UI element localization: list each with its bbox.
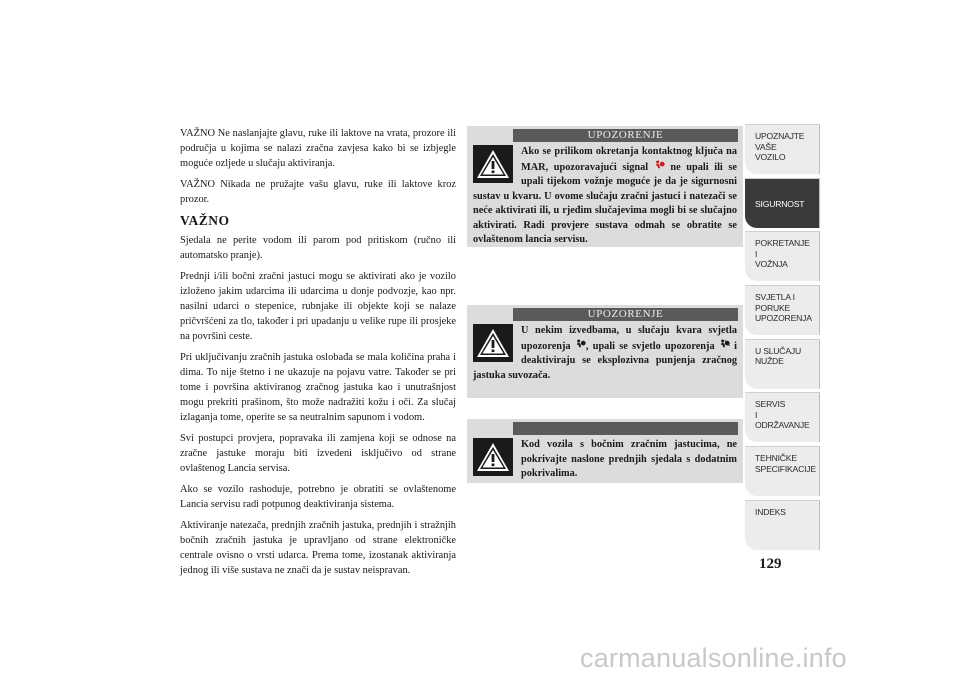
paragraph: Svi postupci provjera, popravaka ili zamjena koji se odnose na zračne jastuke moraju biti izvedeni isključivo od strane ovlaštenog Lancia servisa. bbox=[180, 433, 456, 474]
tab-pokretanje-i-voznja[interactable]: POKRETANJE I VOŽNJA bbox=[745, 231, 820, 281]
warning-box-2 bbox=[467, 305, 743, 398]
tab-indeks[interactable]: INDEKS bbox=[745, 500, 820, 550]
paragraph: Pri uključivanju zračnih jastuka oslobađa se mala količina praha i dima. To nije štetno i ne ukazuje na pojavu vatre. Također se pri tome i površina aktiviranog zračnog jastuka kao i unutrašnjost mogu prekriti prašinom, što može nadražiti kožu i oči. Za slučaj izlaganja tome, operite se sa neutralnim sapunom i vodom. bbox=[180, 352, 456, 423]
warning-title bbox=[513, 422, 738, 435]
warning-triangle-icon bbox=[473, 438, 513, 476]
paragraph: Prednji i/ili bočni zračni jastuci mogu se aktivirati ako je vozilo izloženo jakim udarcima ili udarcima u donje podvozje, kao npr. nasilni udarci o stepenice, rubnjake ili objekte koji se nalaze pričvršćeni za tlo, također i pri upadanju u velike rupe ili prosjeke na površini ceste. bbox=[180, 271, 456, 342]
warning-title: UPOZORENJE bbox=[513, 308, 738, 321]
tab-upoznajte-vase-vozilo[interactable]: UPOZNAJTE VAŠE VOZILO bbox=[745, 124, 820, 174]
tab-svjetla-i-poruke[interactable]: SVJETLA I PORUKE UPOZORENJA bbox=[745, 285, 820, 335]
tab-servis-i-odrzavanje[interactable]: SERVIS I ODRŽAVANJE bbox=[745, 392, 820, 442]
tab-tehnicke-specifikacije[interactable]: TEHNIČKE SPECIFIKACIJE bbox=[745, 446, 820, 496]
warning-text: Kod vozila s bočnim zračnim jastucima, ne pokrivajte naslone prednjih sjedala s dodatnim pokrivalima. bbox=[467, 435, 743, 490]
paragraph: VAŽNO Ne naslanjajte glavu, ruke ili laktove na vrata, prozore ili područja u kojima se nalazi zračna zavjesa kako bi se izbjegle moguće ozljede u slučaju aktiviranja. bbox=[180, 128, 456, 169]
warning-title: UPOZORENJE bbox=[513, 129, 738, 142]
warning-box-1 bbox=[467, 126, 743, 247]
warning-triangle-icon bbox=[473, 324, 513, 362]
section-heading: VAŽNO bbox=[180, 213, 230, 228]
paragraph: VAŽNO Nikada ne pružajte vašu glavu, ruke ili laktove kroz prozor. bbox=[180, 179, 456, 205]
chapter-tabs bbox=[745, 124, 820, 554]
passenger-airbag-off-lamp-icon bbox=[719, 339, 730, 350]
airbag-warning-lamp-icon bbox=[654, 160, 665, 171]
paragraph: Ako se vozilo rashoduje, potrebno je obratiti se ovlaštenome Lancia servisu radi potpunog deaktiviranja sistema. bbox=[180, 484, 456, 510]
warning-box-3 bbox=[467, 419, 743, 483]
airbag-warning-lamp-icon bbox=[575, 339, 586, 350]
watermark: carmanualsonline.info bbox=[580, 643, 847, 673]
tab-sigurnost[interactable]: SIGURNOST bbox=[745, 178, 820, 228]
body-text-column bbox=[180, 126, 456, 584]
tab-u-slucaju-nuzde[interactable]: U SLUČAJU NUŽDE bbox=[745, 339, 820, 389]
page-number: 129 bbox=[759, 556, 782, 572]
warning-triangle-icon bbox=[473, 145, 513, 183]
warning-text: Ako se prilikom okretanja kontaktnog ključa na MAR, upozoravajući signal ne upali ili se upali tijekom vožnje moguće je da je sigurnosni sustav u kvaru. U ovome slučaju zračni jastuci i natezači se neće aktivirati ili, u rjeđim slučajevima mogli bi se slučajno aktivirati. Radi provjere sustava odmah se obratite se ovlaštenom lancia servisu. bbox=[473, 146, 737, 245]
paragraph: Aktiviranje natezača, prednjih zračnih jastuka, prednjih i stražnjih bočnih zračnih jastuka je upravljano od strane elektroničke centrale ovisno o vrsti udarca. Prema tome, izostanak aktiviranja jednog ili više sustava ne znači da je sustav neispravan. bbox=[180, 520, 456, 576]
paragraph: Sjedala ne perite vodom ili parom pod pritiskom (ručno ili automatsko pranje). bbox=[180, 235, 456, 261]
warning-text: U nekim izvedbama, u slučaju kvara svjetla upozorenja , upali se svjetlo upozorenja i deaktiviraju se eksplozivna punjenja zračnog jastuka suvozača. bbox=[473, 325, 738, 381]
